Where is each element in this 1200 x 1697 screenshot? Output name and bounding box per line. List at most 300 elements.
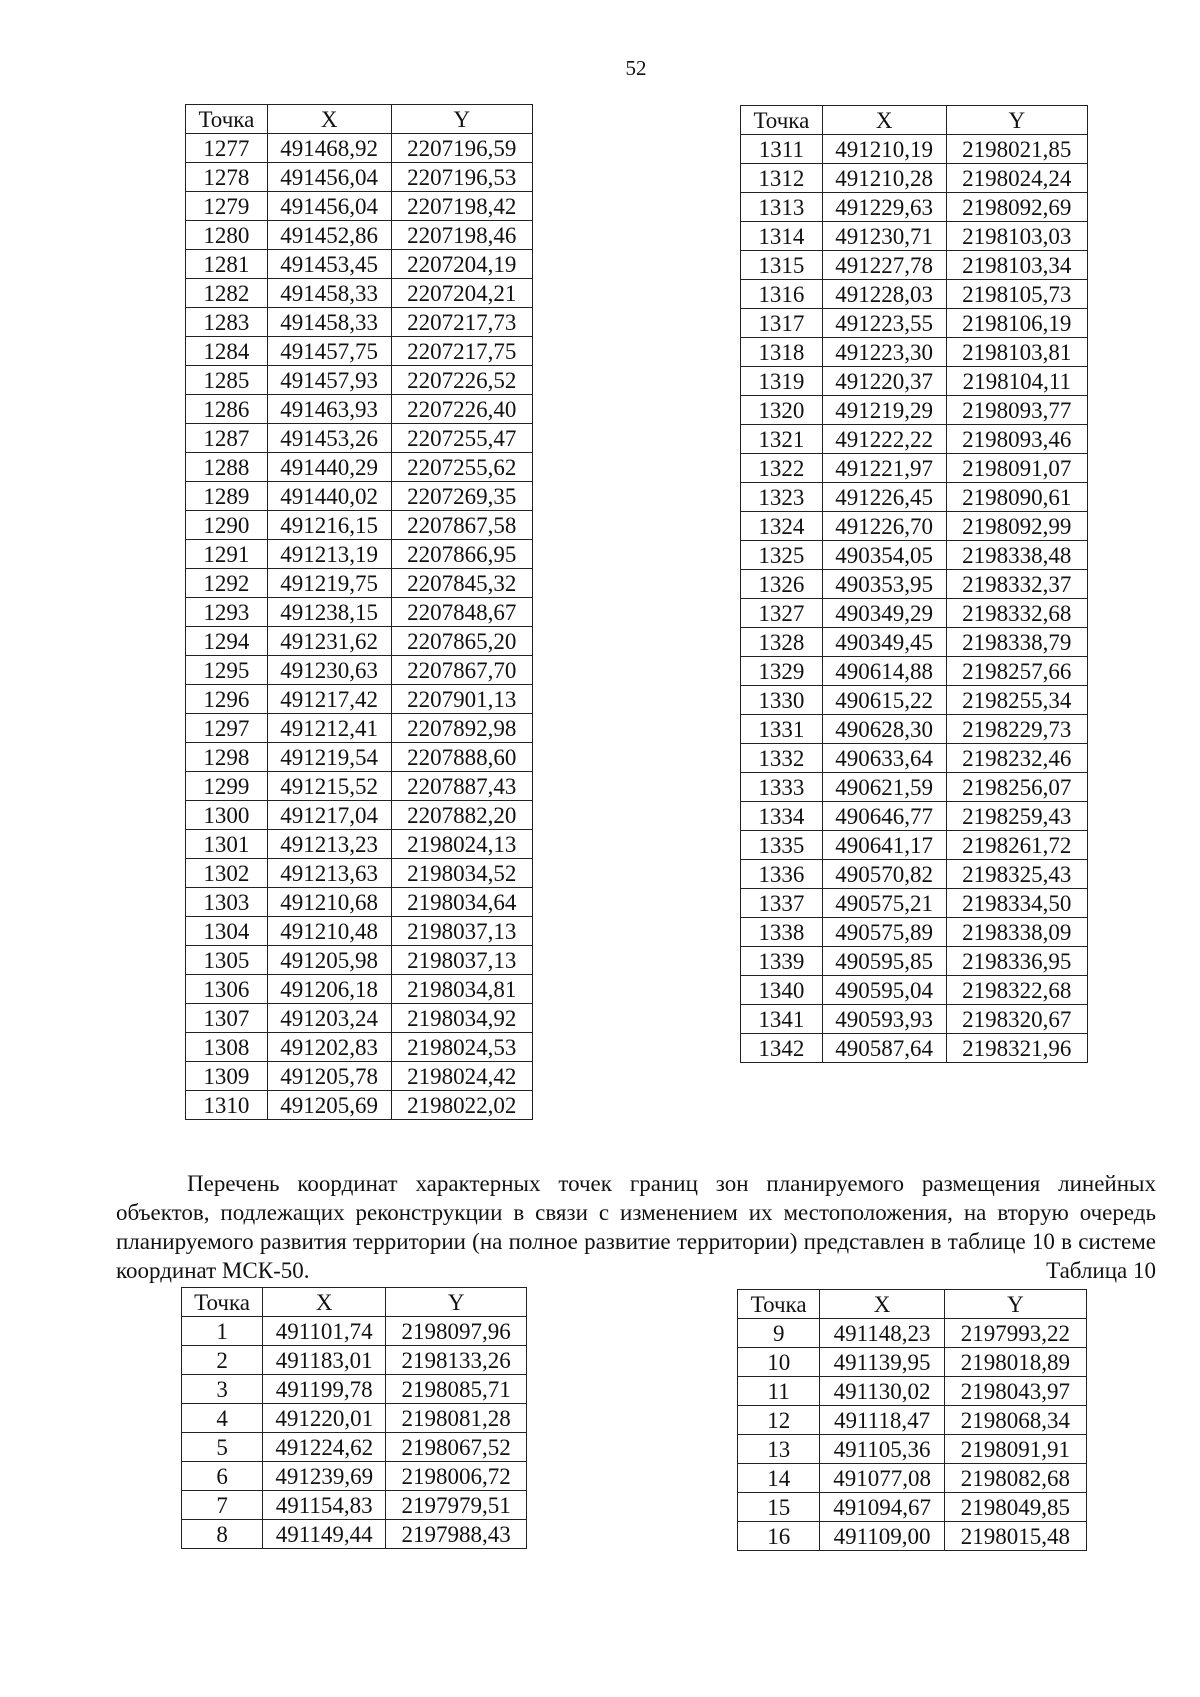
cell-y: 2198103,81: [946, 338, 1087, 367]
cell-point: 1338: [741, 918, 823, 947]
cell-x: 490633,64: [822, 744, 946, 773]
cell-point: 1328: [741, 628, 823, 657]
cell-x: 490641,17: [822, 831, 946, 860]
cell-point: 1319: [741, 367, 823, 396]
cell-x: 490575,21: [822, 889, 946, 918]
cell-point: 1316: [741, 280, 823, 309]
cell-point: 1306: [186, 975, 268, 1004]
table-row: [741, 947, 1088, 976]
cell-y: 2198091,91: [944, 1435, 1086, 1464]
cell-point: 1340: [741, 976, 823, 1005]
cell-x: 490349,45: [822, 628, 946, 657]
cell-point: 1318: [741, 338, 823, 367]
cell-x: 491183,01: [263, 1346, 386, 1375]
header-x: X: [822, 106, 946, 135]
cell-y: 2198334,50: [946, 889, 1087, 918]
cell-x: 491238,15: [267, 598, 391, 627]
cell-point: 1288: [186, 453, 268, 482]
table-row: [186, 395, 533, 424]
table-row: [186, 453, 533, 482]
cell-y: 2198261,72: [946, 831, 1087, 860]
cell-point: 1303: [186, 888, 268, 917]
cell-y: 2197979,51: [386, 1491, 527, 1520]
cell-point: 1286: [186, 395, 268, 424]
cell-point: 14: [738, 1464, 820, 1493]
cell-y: 2198021,85: [946, 135, 1087, 164]
cell-x: 491101,74: [263, 1317, 386, 1346]
table-row: [186, 221, 533, 250]
cell-x: 491226,45: [822, 483, 946, 512]
table-row: [186, 250, 533, 279]
table-row: [186, 801, 533, 830]
cell-x: 491219,29: [822, 396, 946, 425]
cell-point: 6: [182, 1462, 263, 1491]
cell-point: 1287: [186, 424, 268, 453]
cell-x: 491458,33: [267, 308, 391, 337]
cell-x: 491230,71: [822, 222, 946, 251]
cell-point: 10: [738, 1348, 820, 1377]
header-y: Y: [946, 106, 1087, 135]
cell-y: 2198034,52: [391, 859, 532, 888]
cell-y: 2198325,43: [946, 860, 1087, 889]
cell-x: 491458,33: [267, 279, 391, 308]
cell-x: 491213,23: [267, 830, 391, 859]
cell-point: 1302: [186, 859, 268, 888]
cell-x: 491210,68: [267, 888, 391, 917]
cell-point: 1333: [741, 773, 823, 802]
cell-x: 491227,78: [822, 251, 946, 280]
table-row: [182, 1433, 527, 1462]
cell-y: 2198034,92: [391, 1004, 532, 1033]
cell-y: 2198105,73: [946, 280, 1087, 309]
cell-point: 5: [182, 1433, 263, 1462]
cell-y: 2198320,67: [946, 1005, 1087, 1034]
table-row: [741, 860, 1088, 889]
cell-point: 1314: [741, 222, 823, 251]
cell-y: 2207196,59: [391, 134, 532, 163]
cell-x: 491457,93: [267, 366, 391, 395]
cell-y: 2198068,34: [944, 1406, 1086, 1435]
cell-point: 1304: [186, 917, 268, 946]
table-row: [186, 830, 533, 859]
header-point: Точка: [738, 1290, 820, 1319]
table-row: [186, 772, 533, 801]
cell-y: 2198043,97: [944, 1377, 1086, 1406]
cell-y: 2207866,95: [391, 540, 532, 569]
cell-point: 1282: [186, 279, 268, 308]
cell-y: 2198034,64: [391, 888, 532, 917]
cell-point: 1280: [186, 221, 268, 250]
header-x: X: [263, 1288, 386, 1317]
cell-y: 2198332,68: [946, 599, 1087, 628]
cell-point: 1301: [186, 830, 268, 859]
cell-y: 2197993,22: [944, 1319, 1086, 1348]
table-row: [741, 193, 1088, 222]
cell-y: 2198338,79: [946, 628, 1087, 657]
cell-x: 491228,03: [822, 280, 946, 309]
table-header-row: [738, 1290, 1087, 1319]
table-row: [186, 917, 533, 946]
cell-y: 2198034,81: [391, 975, 532, 1004]
cell-y: 2207867,58: [391, 511, 532, 540]
cell-y: 2198092,99: [946, 512, 1087, 541]
table-row: [738, 1435, 1087, 1464]
cell-x: 491210,48: [267, 917, 391, 946]
cell-point: 1292: [186, 569, 268, 598]
cell-y: 2207217,73: [391, 308, 532, 337]
cell-point: 1334: [741, 802, 823, 831]
table-row: [186, 1033, 533, 1062]
cell-y: 2198037,13: [391, 917, 532, 946]
cell-y: 2198133,26: [386, 1346, 527, 1375]
cell-point: 1317: [741, 309, 823, 338]
cell-y: 2207226,40: [391, 395, 532, 424]
cell-x: 490593,93: [822, 1005, 946, 1034]
table-row: [741, 338, 1088, 367]
cell-point: 1299: [186, 772, 268, 801]
table-row: [741, 251, 1088, 280]
table-row: [741, 135, 1088, 164]
table-row: [182, 1346, 527, 1375]
cell-x: 491463,93: [267, 395, 391, 424]
cell-x: 490628,30: [822, 715, 946, 744]
cell-point: 1329: [741, 657, 823, 686]
cell-x: 491205,69: [267, 1091, 391, 1120]
cell-y: 2198090,61: [946, 483, 1087, 512]
cell-point: 4: [182, 1404, 263, 1433]
table-row: [741, 657, 1088, 686]
cell-y: 2207217,75: [391, 337, 532, 366]
cell-point: 1298: [186, 743, 268, 772]
table-row: [186, 569, 533, 598]
cell-point: 1300: [186, 801, 268, 830]
cell-x: 491118,47: [820, 1406, 944, 1435]
cell-y: 2198006,72: [386, 1462, 527, 1491]
cell-x: 491221,97: [822, 454, 946, 483]
table-row: [741, 454, 1088, 483]
cell-point: 7: [182, 1491, 263, 1520]
cell-point: 1279: [186, 192, 268, 221]
cell-y: 2207888,60: [391, 743, 532, 772]
coordinates-table-2: [740, 105, 1088, 1063]
cell-point: 1281: [186, 250, 268, 279]
cell-x: 491223,55: [822, 309, 946, 338]
cell-y: 2198104,11: [946, 367, 1087, 396]
cell-point: 1320: [741, 396, 823, 425]
cell-point: 1283: [186, 308, 268, 337]
table-row: [741, 541, 1088, 570]
cell-point: 13: [738, 1435, 820, 1464]
cell-y: 2198082,68: [944, 1464, 1086, 1493]
cell-x: 491220,01: [263, 1404, 386, 1433]
cell-x: 491226,70: [822, 512, 946, 541]
cell-y: 2207887,43: [391, 772, 532, 801]
table-row: [186, 192, 533, 221]
cell-y: 2198018,89: [944, 1348, 1086, 1377]
cell-point: 1324: [741, 512, 823, 541]
cell-point: 1332: [741, 744, 823, 773]
table-row: [186, 308, 533, 337]
cell-point: 1297: [186, 714, 268, 743]
table-row: [182, 1375, 527, 1404]
cell-y: 2198067,52: [386, 1433, 527, 1462]
table-header-row: [186, 105, 533, 134]
cell-y: 2198256,07: [946, 773, 1087, 802]
cell-x: 491223,30: [822, 338, 946, 367]
cell-x: 490615,22: [822, 686, 946, 715]
cell-x: 491077,08: [820, 1464, 944, 1493]
cell-x: 490570,82: [822, 860, 946, 889]
cell-y: 2198338,09: [946, 918, 1087, 947]
cell-x: 491213,63: [267, 859, 391, 888]
cell-y: 2198037,13: [391, 946, 532, 975]
table-caption: Таблица 10: [1046, 1258, 1156, 1283]
table-row: [741, 744, 1088, 773]
cell-point: 1336: [741, 860, 823, 889]
table-row: [738, 1377, 1087, 1406]
cell-point: 1296: [186, 685, 268, 714]
cell-x: 490595,85: [822, 947, 946, 976]
cell-x: 491210,19: [822, 135, 946, 164]
table-row: [741, 280, 1088, 309]
cell-y: 2207845,32: [391, 569, 532, 598]
table-row: [186, 946, 533, 975]
table-row: [186, 598, 533, 627]
cell-point: 1290: [186, 511, 268, 540]
cell-x: 490587,64: [822, 1034, 946, 1063]
table-row: [186, 134, 533, 163]
cell-x: 490614,88: [822, 657, 946, 686]
table-row: [186, 656, 533, 685]
table-row: [182, 1462, 527, 1491]
cell-point: 1311: [741, 135, 823, 164]
description-paragraph: Перечень координат характерных точек границ зон планируемого размещения линейных объектов, подлежащих реконструкции в связи с изменением их местоположения, на вторую очередь планируемого развития территории (на полное развитие территории) представлен в таблице 10 в системе координат МСК-50.: [116, 1171, 1156, 1283]
cell-point: 16: [738, 1522, 820, 1551]
table-row: [186, 482, 533, 511]
table-row: [186, 685, 533, 714]
cell-y: 2198103,03: [946, 222, 1087, 251]
cell-x: 491222,22: [822, 425, 946, 454]
table-row: [186, 1062, 533, 1091]
table-row: [741, 889, 1088, 918]
cell-y: 2198022,02: [391, 1091, 532, 1120]
cell-x: 491149,44: [263, 1520, 386, 1549]
table-row: [186, 540, 533, 569]
table-row: [738, 1522, 1087, 1551]
cell-point: 1285: [186, 366, 268, 395]
cell-x: 491205,98: [267, 946, 391, 975]
cell-y: 2198085,71: [386, 1375, 527, 1404]
cell-y: 2207848,67: [391, 598, 532, 627]
cell-y: 2198097,96: [386, 1317, 527, 1346]
table-row: [741, 918, 1088, 947]
table-row: [182, 1491, 527, 1520]
cell-point: 1289: [186, 482, 268, 511]
table-row: [738, 1464, 1087, 1493]
table-header-row: [741, 106, 1088, 135]
cell-x: 490353,95: [822, 570, 946, 599]
table-header-row: [182, 1288, 527, 1317]
table-row: [186, 163, 533, 192]
table-row: [741, 831, 1088, 860]
table-row: [738, 1319, 1087, 1348]
cell-x: 491139,95: [820, 1348, 944, 1377]
cell-x: 491219,54: [267, 743, 391, 772]
cell-x: 490349,29: [822, 599, 946, 628]
cell-x: 491230,63: [267, 656, 391, 685]
cell-y: 2198024,42: [391, 1062, 532, 1091]
table-row: [186, 424, 533, 453]
cell-x: 491231,62: [267, 627, 391, 656]
header-point: Точка: [186, 105, 268, 134]
cell-point: 1278: [186, 163, 268, 192]
table-row: [182, 1404, 527, 1433]
cell-y: 2198024,24: [946, 164, 1087, 193]
cell-point: 1293: [186, 598, 268, 627]
cell-y: 2198015,48: [944, 1522, 1086, 1551]
table-row: [182, 1520, 527, 1549]
cell-x: 491440,02: [267, 482, 391, 511]
cell-x: 491206,18: [267, 975, 391, 1004]
cell-point: 3: [182, 1375, 263, 1404]
cell-x: 491215,52: [267, 772, 391, 801]
cell-point: 1326: [741, 570, 823, 599]
table-row: [186, 1004, 533, 1033]
cell-point: 1308: [186, 1033, 268, 1062]
table-row: [741, 396, 1088, 425]
cell-x: 490621,59: [822, 773, 946, 802]
cell-x: 491440,29: [267, 453, 391, 482]
cell-x: 491212,41: [267, 714, 391, 743]
cell-x: 491216,15: [267, 511, 391, 540]
cell-point: 9: [738, 1319, 820, 1348]
cell-point: 1315: [741, 251, 823, 280]
cell-point: 1277: [186, 134, 268, 163]
cell-y: 2198321,96: [946, 1034, 1087, 1063]
cell-x: 490575,89: [822, 918, 946, 947]
cell-y: 2198259,43: [946, 802, 1087, 831]
cell-y: 2197988,43: [386, 1520, 527, 1549]
coordinates-table-4: [737, 1289, 1087, 1551]
cell-y: 2198229,73: [946, 715, 1087, 744]
cell-y: 2207196,53: [391, 163, 532, 192]
cell-point: 1342: [741, 1034, 823, 1063]
cell-point: 1305: [186, 946, 268, 975]
header-point: Точка: [182, 1288, 263, 1317]
cell-y: 2198257,66: [946, 657, 1087, 686]
header-y: Y: [386, 1288, 527, 1317]
cell-x: 491130,02: [820, 1377, 944, 1406]
cell-y: 2198322,68: [946, 976, 1087, 1005]
cell-point: 1325: [741, 541, 823, 570]
cell-point: 1295: [186, 656, 268, 685]
cell-x: 491148,23: [820, 1319, 944, 1348]
cell-x: 491239,69: [263, 1462, 386, 1491]
cell-x: 491457,75: [267, 337, 391, 366]
cell-x: 491219,75: [267, 569, 391, 598]
cell-point: 1284: [186, 337, 268, 366]
cell-point: 1323: [741, 483, 823, 512]
cell-point: 1312: [741, 164, 823, 193]
cell-x: 491456,04: [267, 163, 391, 192]
cell-x: 491109,00: [820, 1522, 944, 1551]
cell-y: 2207269,35: [391, 482, 532, 511]
cell-point: 1310: [186, 1091, 268, 1120]
cell-point: 11: [738, 1377, 820, 1406]
cell-point: 1327: [741, 599, 823, 628]
cell-y: 2198093,77: [946, 396, 1087, 425]
cell-y: 2207204,21: [391, 279, 532, 308]
table-row: [186, 627, 533, 656]
cell-point: 1330: [741, 686, 823, 715]
table-row: [738, 1406, 1087, 1435]
cell-point: 1331: [741, 715, 823, 744]
cell-x: 490646,77: [822, 802, 946, 831]
page-number: 52: [625, 56, 647, 80]
cell-x: 491468,92: [267, 134, 391, 163]
cell-y: 2198024,13: [391, 830, 532, 859]
cell-point: 8: [182, 1520, 263, 1549]
cell-x: 491452,86: [267, 221, 391, 250]
table-row: [186, 511, 533, 540]
cell-point: 2: [182, 1346, 263, 1375]
cell-point: 1291: [186, 540, 268, 569]
table-row: [741, 976, 1088, 1005]
cell-x: 491205,78: [267, 1062, 391, 1091]
table-row: [186, 888, 533, 917]
cell-y: 2198106,19: [946, 309, 1087, 338]
cell-y: 2207882,20: [391, 801, 532, 830]
cell-x: 491217,04: [267, 801, 391, 830]
cell-point: 1294: [186, 627, 268, 656]
table-row: [741, 599, 1088, 628]
cell-y: 2198049,85: [944, 1493, 1086, 1522]
table-row: [186, 279, 533, 308]
cell-x: 491210,28: [822, 164, 946, 193]
cell-y: 2198332,37: [946, 570, 1087, 599]
table-row: [186, 975, 533, 1004]
table-row: [741, 715, 1088, 744]
table-row: [738, 1348, 1087, 1377]
coordinates-table-1: [185, 104, 533, 1120]
cell-x: 491217,42: [267, 685, 391, 714]
cell-y: 2198255,34: [946, 686, 1087, 715]
cell-y: 2198103,34: [946, 251, 1087, 280]
cell-point: 1321: [741, 425, 823, 454]
table-row: [741, 164, 1088, 193]
table-row: [741, 686, 1088, 715]
cell-y: 2198091,07: [946, 454, 1087, 483]
table-row: [186, 859, 533, 888]
table-row: [741, 425, 1088, 454]
header-point: Точка: [741, 106, 823, 135]
cell-point: 12: [738, 1406, 820, 1435]
cell-y: 2207255,62: [391, 453, 532, 482]
cell-y: 2198093,46: [946, 425, 1087, 454]
cell-x: 491213,19: [267, 540, 391, 569]
cell-x: 490354,05: [822, 541, 946, 570]
table-row: [741, 1005, 1088, 1034]
cell-point: 1337: [741, 889, 823, 918]
cell-x: 490595,04: [822, 976, 946, 1005]
cell-y: 2198232,46: [946, 744, 1087, 773]
cell-y: 2207865,20: [391, 627, 532, 656]
cell-y: 2198081,28: [386, 1404, 527, 1433]
cell-x: 491154,83: [263, 1491, 386, 1520]
table-row: [186, 366, 533, 395]
cell-point: 1: [182, 1317, 263, 1346]
table-row: [741, 802, 1088, 831]
